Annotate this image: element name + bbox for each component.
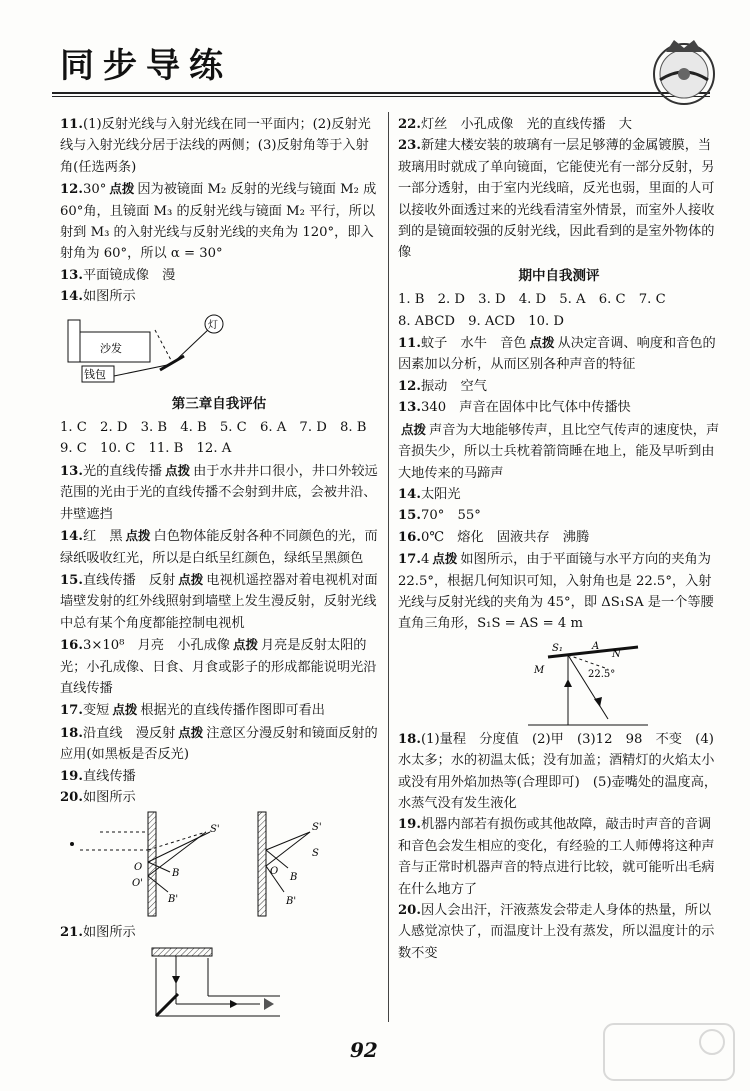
svg-text:B': B' — [286, 896, 297, 908]
sofa-label: 沙发 — [100, 341, 122, 355]
header-rule-thin — [52, 96, 710, 97]
answer-item: 14.如图所示 — [60, 289, 136, 305]
lamp-label: 灯 — [208, 319, 218, 331]
answer-item: 16.3×10⁸ 月亮 小孔成像 点拨 月亮是反射太阳的光；小孔成像、日食、月食或影子的形成都能说明光沿直线传播 — [60, 637, 377, 696]
section-title: 期中自我测评 — [518, 267, 600, 284]
answer-item: 19.机器内部若有损伤或其他故障，敲击时声音的音调和音色会发生相应的变化，有经验的工人师傅将这种声音与正常时机器声音的特点进行比较，就可能听出毛病在什么地方了 — [398, 817, 715, 897]
right-column — [398, 114, 720, 964]
header-rule — [52, 92, 710, 94]
hint-label: 点拨 — [109, 181, 135, 197]
answer-item: 17.4 点拨 如图所示，由于平面镜与水平方向的夹角为 22.5°，根据几何知识可知，入射角也是 22.5°，入射光线与反射光线的夹角为 45°，即 ΔS₁SA 是一个等腰直角三角形，S₁S = AS = 4 m — [398, 551, 714, 632]
answer-item: 14.太阳光 — [398, 486, 461, 502]
column-divider — [388, 112, 389, 1022]
hint-label: 点拨 — [432, 551, 458, 567]
svg-text:O: O — [270, 866, 279, 878]
svg-text:S': S' — [312, 822, 322, 834]
svg-text:O: O — [134, 862, 143, 874]
answer-item: 13.340 声音在固体中比气体中传播快 点拨 声音为大地能够传声，且比空气传声的速度快，声音损失少，所以士兵枕着箭筒睡在地上，能及早听到由大地传来的马蹄声 — [398, 400, 720, 481]
answer-item: 16.0℃ 熔化 固液共存 沸腾 — [398, 529, 590, 545]
answer-item: 12.振动 空气 — [398, 378, 487, 394]
sofa-mirror-figure — [60, 310, 230, 392]
figure-left-mirror — [70, 812, 220, 916]
answer-item: 15.70° 55° — [398, 508, 481, 524]
series-logo-icon — [636, 30, 732, 110]
plane-mirror-angle-figure — [508, 637, 748, 727]
answer-item: 18.沿直线 漫反射 点拨 注意区分漫反射和镜面反射的应用(如黑板是否反光) — [60, 724, 378, 763]
page-header — [0, 0, 750, 112]
answer-item: 11.(1)反射光线与入射光线在同一平面内；(2)反射光线与入射光线分居于法线的两侧；(3)反射角等于入射角(任选两条) — [60, 117, 371, 175]
page-title: 同步导练 — [60, 46, 232, 86]
hint-label: 点拨 — [165, 462, 191, 478]
mirror-ray-figure — [60, 810, 360, 920]
answer-item: 19.直线传播 — [60, 768, 136, 784]
periscope-figure — [60, 946, 300, 1046]
hint-label: 点拨 — [125, 528, 151, 544]
answer-item: 13.光的直线传播 点拨 由于水井井口很小，井口外较远范围的光由于光的直线传播不会射到井底，会被井沿、井壁遮挡 — [60, 462, 378, 522]
hint-label: 点拨 — [178, 724, 204, 740]
answer-item: 21.如图所示 — [60, 925, 136, 941]
answer-item: 11.蚊子 水牛 音色 点拨 从决定音调、响度和音色的因素加以分析，从而区别各种声音的特征 — [398, 335, 716, 373]
svg-text:B: B — [172, 868, 180, 880]
svg-text:B': B' — [168, 894, 179, 906]
section-title: 第三章自我评估 — [171, 395, 267, 412]
left-column — [60, 114, 378, 1048]
answer-item: 22.灯丝 小孔成像 光的直线传播 大 — [398, 117, 632, 132]
svg-text:N: N — [612, 648, 621, 660]
svg-text:22.5°: 22.5° — [588, 668, 616, 680]
svg-text:S: S — [312, 848, 319, 860]
choice-answers: 8. ABCD 9. ACD 10. D — [398, 313, 564, 329]
hint-label: 点拨 — [178, 571, 204, 587]
answer-item: 15.直线传播 反射 点拨 电视机遥控器对着电视机对面墙壁发射的红外线照射到墙壁上发生漫反射，反射光线中总有某个角度都能控制电视机 — [60, 571, 378, 631]
svg-text:A: A — [592, 640, 600, 652]
choice-answers: 9. C 10. C 11. B 12. A — [60, 441, 232, 457]
svg-text:B: B — [290, 872, 298, 884]
answer-item: 13.平面镜成像 漫 — [60, 267, 176, 283]
watermark-logo-icon — [600, 1018, 740, 1086]
choice-answers: 1. B 2. D 3. D 4. D 5. A 6. C 7. C — [398, 292, 666, 308]
hint-label: 点拨 — [401, 421, 427, 437]
answer-item: 20.如图所示 — [60, 789, 136, 805]
hint-label: 点拨 — [232, 637, 258, 653]
answer-item: 17.变短 点拨 根据光的直线传播作图即可看出 — [60, 702, 325, 719]
figure-right-mirror — [258, 812, 322, 916]
svg-text:S₁: S₁ — [552, 642, 563, 654]
answer-item: 20.因人会出汗，汗液蒸发会带走人身体的热量，所以人感觉凉快了，而温度计上没有蒸发，所以温度计的示数不变 — [398, 903, 715, 961]
svg-text:M: M — [534, 664, 545, 676]
answer-item: 14.红 黑 点拨 白色物体能反射各种不同颜色的光，而绿纸吸收红光，所以是白纸呈红颜色，绿纸呈黑颜色 — [60, 528, 378, 566]
svg-text:O': O' — [132, 878, 143, 890]
choice-answers: 1. C 2. D 3. B 4. B 5. C 6. A 7. D 8. B — [60, 420, 367, 436]
wallet-label: 钱包 — [84, 367, 106, 381]
hint-label: 点拨 — [529, 335, 555, 351]
answer-item: 18.(1)量程 分度值 (2)甲 (3)12 98 不变 (4)水太多；水的初温太低；没有加盖；酒精灯的火焰太小或没有用外焰加热等(合理即可) (5)壶嘴处的温度高，水蒸气没有发生液化 — [398, 731, 718, 811]
hint-label: 点拨 — [112, 702, 138, 718]
svg-text:S': S' — [210, 824, 220, 836]
page-number: 92 — [350, 1038, 378, 1062]
answer-item: 23.新建大楼安装的玻璃有一层足够薄的金属镀膜，当玻璃用时就成了单向镜面，它能使光有一部分反射，另一部分透射，由于室内光线暗，反光也弱，里面的人可以接收外面透过来的光线看清室外情景，而室外人接收到的是镜面较强的反射光线，因此看到的是室外物体的像 — [398, 138, 715, 261]
answer-item: 12.30° 点拨 因为被镜面 M₂ 反射的光线与镜面 M₂ 成60°角，且镜面 M₃ 的反射光线与镜面 M₂ 平行，所以射到 M₃ 的入射光线与反射光线的夹角为 120°，即入射角为 60°，所以 α = 30° — [60, 181, 377, 262]
